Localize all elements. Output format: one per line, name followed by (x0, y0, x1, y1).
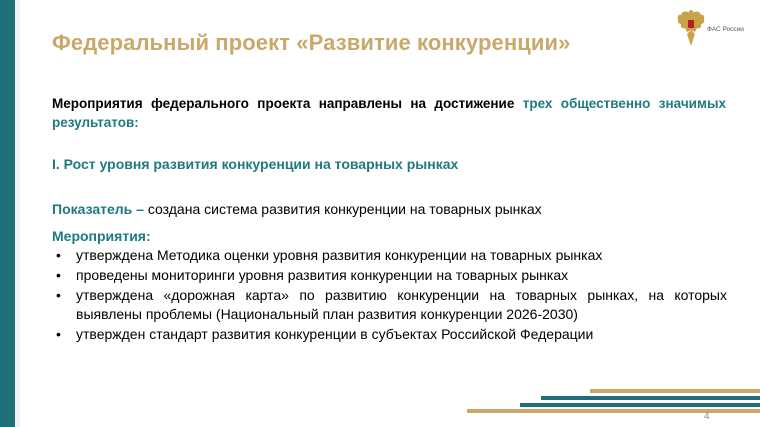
fas-logo (676, 8, 752, 52)
decor-line-gold-1 (590, 389, 760, 393)
indicator-text: создана система развития конкуренции на товарных рынках (143, 201, 542, 217)
left-accent-bar (0, 0, 15, 427)
list-item: • проведены мониторинги уровня развития конкуренции на товарных рынках (52, 266, 727, 285)
list-item: • утвержден стандарт развития конкуренции в субъектах Российской Федерации (52, 325, 727, 344)
decor-line-teal-1 (541, 396, 760, 400)
indicator-line (52, 201, 542, 217)
logo-caption: ФАС России (707, 26, 744, 33)
decor-line-gold-2 (467, 409, 760, 413)
intro-text (52, 94, 726, 132)
list-item: • утверждена Методика оценки уровня развития конкуренции на товарных рынках (52, 246, 727, 265)
page-number: 4 (704, 411, 710, 422)
eagle-emblem-icon (676, 8, 706, 52)
decor-line-teal-2 (520, 403, 760, 407)
events-heading: Мероприятия: (52, 228, 151, 244)
left-accent-stripe (15, 0, 20, 427)
section-heading: I. Рост уровня развития конкуренции на товарных рынках (52, 156, 459, 172)
intro-highlight: трех общественно значимых результатов: (52, 96, 726, 130)
list-item: • утверждена «дорожная карта» по развитию конкуренции на товарных рынках, на которых выявлены проблемы (Национальный план развития конкуренции 2026-2030) (52, 286, 727, 324)
intro-prefix: Мероприятия федерального проекта направлены на достижение (52, 96, 523, 111)
slide-title: Федеральный проект «Развитие конкуренции» (52, 30, 571, 55)
events-list (52, 246, 727, 345)
indicator-label: Показатель – (52, 201, 144, 217)
